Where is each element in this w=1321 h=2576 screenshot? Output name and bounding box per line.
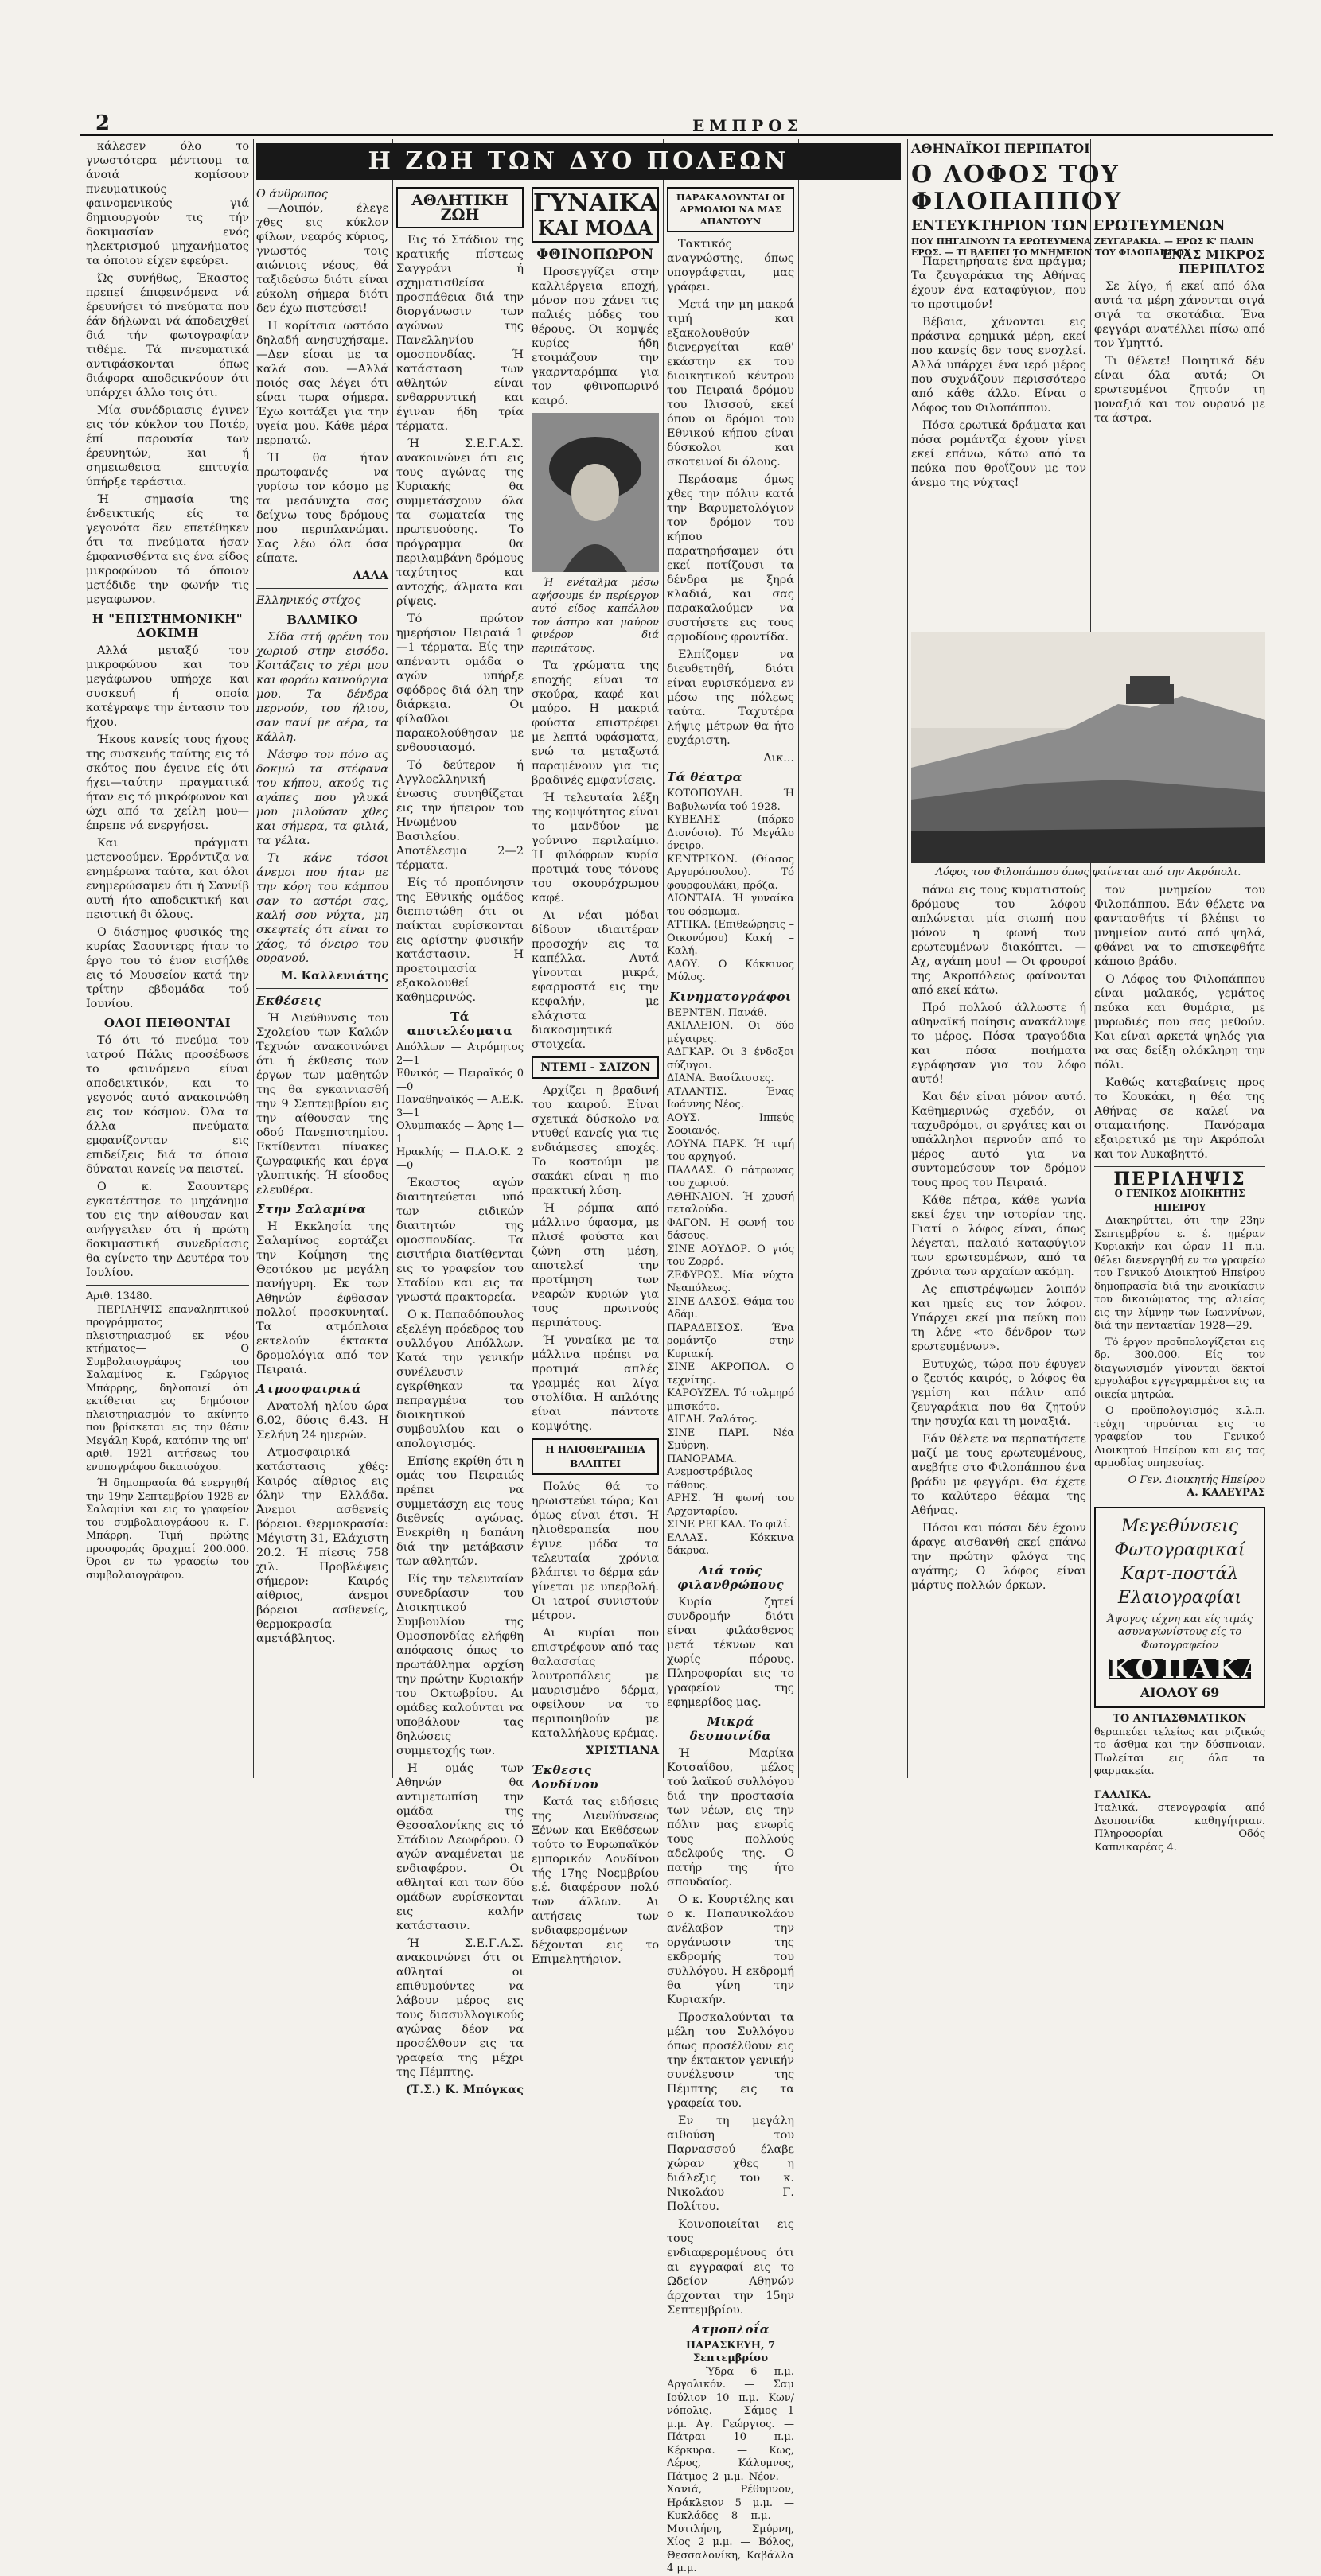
paragraph: Ή Μαρίκα Κοτσαΐδου, μέλος τού λαϊκού συλλόγου διά την προστασία των νέων, εις την πόλιν μας ενωρίς τους πολλούς αδελφούς της. Ο πατήρ της ήτο σπουδαίος.: [667, 1746, 794, 1889]
listing: ΠΑΡΑΔΕΙΣΟΣ. Ένα ρομάντζο στην Κυριακή.: [667, 1321, 794, 1360]
notice-number: Αριθ. 13480.: [86, 1290, 153, 1302]
divider: [256, 588, 388, 589]
paragraph: Εάν θέλετε να περπατήσετε μαζί με τους ερωτευμένους, ανεβήτε στο Φιλοπάππου ένα βράδυ με φεγγάρι. Θα έχετε το καλύτερο θέαμα της Αθήνας.: [911, 1433, 1086, 1517]
notice-signer-title: Ο Γεν. Διοικητής Ηπείρου: [1128, 1473, 1265, 1486]
listing: ΣΙΝΕ ΠΑΡΙ. Νέα Σμύρνη.: [667, 1426, 794, 1452]
listing: ΛΙΟΝΤΑΙΑ. Ή γυναίκα του φόρμωμα.: [667, 893, 794, 918]
ad-brand: ΚΟΠΑΚΑΚΗ: [1109, 1653, 1321, 1685]
legal-notice: ΠΕΡΙΛΗΨΙΣ επαναληπτικού προγράμματος πλειστηριασμού εκ νέου κτήματος— Ο Συμβολαιογράφος του Σαλαμίνος κ. Γεώργιος Μπάρρης, δηλοποιεί ότι εκτίθεται εις δημόσιον πλειστηριασμόν το ακίνητο που βρίσκεται εις την θέσιν Μεγάλη Κυρά, κατόπιν της υπ' αριθ. 1921 αιτήσεως του ενυπογράφου δικαιούχου.: [86, 1303, 249, 1473]
divider: [1094, 1166, 1265, 1167]
paragraph: Έκαστος αγών διαιτητεύεται υπό των ειδικών διαιτητών της ομοσπονδίας. Τα εισιτήρια διατίθενται εις το γραφείον του Σταδίου και εις τα γνωστά πρακτορεία.: [396, 1177, 524, 1304]
column-rule: [663, 139, 664, 1778]
signature: ΧΡΙΣΤΙΑΝΑ: [586, 1744, 659, 1757]
ad-text: θεραπεύει τελείως και ριζικώς το άσθμα και την δύσπνοιαν. Πωλείται εις όλα τα φαρμακεία.: [1094, 1726, 1265, 1777]
paper-name: ΕΜΠΡΟΣ: [692, 116, 803, 135]
paragraph: Προσεγγίζει στην καλλιέργεια εποχή, μόνον που χάνει τις παλιές μόδες του θέρους. Οι κομψές κυρίες ήδη ετοιμάζουν την γκαρνταρόμπα για τον φθινοπωρινό καιρό.: [532, 266, 659, 407]
column-notices: [667, 187, 794, 2574]
listing: ΛΟΥΝΑ ΠΑΡΚ. Ή τιμή του αρχηγού.: [667, 1138, 794, 1163]
legal-notice: Ή δημοπρασία θά ενεργηθή την 19ην Σεπτεμβρίου 1928 εν Σαλαμίνι και εις το γραφείον του συμβολαιογράφου κ. Γ. Μπάρρη. Τιμή πρώτης προσφοράς δραχμαί 200.000. Όροι εν τω γραφείω του συμβολαιογράφου.: [86, 1477, 249, 1582]
column-right-lower: [1094, 883, 1321, 1854]
section-heading: Ατμοσφαιρικά: [256, 1382, 362, 1396]
section-heading: Ατμοπλοΐα: [692, 2321, 770, 2337]
paragraph: Τα χρώματα της εποχής είναι τα σκούρα, καφέ και μαύρο. Η μακριά φούστα επιστρέφει με λεπτά υφάσματα, ενώ τα μεταξωτά παραμένουν για τις βραδινές εμφανίσεις.: [532, 660, 659, 787]
section-heading: Η "ΕΠΙΣΤΗΜΟΝΙΚΗ" ΔΟΚΙΜΗ: [92, 612, 244, 640]
masthead: [80, 110, 1273, 136]
paragraph: Η Εκκλησία της Σαλαμίνος εορτάζει την Κοίμηση της Θεοτόκου με μεγάλη πανήγυρη. Εκ των Αθηνών έφθασαν πολλοί προσκυνηταί. Τα ατμόπλοια εκτελούν έκτακτα δρομολόγια από τον Πειραιά.: [256, 1220, 388, 1376]
article-deck: ΠΟΥ ΠΗΓΑΙΝΟΥΝ ΤΑ ΕΡΩΤΕΥΜΕΝΑ ΖΕΥΓΑΡΑΚΙΑ. — ΕΡΩΣ Κ' ΠΑΛΙΝ ΕΡΩΣ. — ΤΙ ΒΛΕΠΕΙ ΤΟ ΜΝΗΜΕΙΟΝ ΤΟΥ ΦΙΛΟΠΑΠΠΟΥ: [911, 236, 1254, 258]
fashion-title-2: ΚΑΙ ΜΟΔΑ: [538, 216, 653, 239]
paragraph: Εν τη μεγάλη αιθούση του Παρνασσού έλαβε χώραν χθες η διάλεξις του κ. Νικολάου Γ. Πολίτου.: [667, 2114, 794, 2213]
photo-studio-ad: [1094, 1507, 1321, 1709]
paragraph: Ο διάσημος φυσικός της κυρίας Σαουντερς ήταν το έργο του τό ένον εισήλθε εις τό Μουσείον κατά την τρίτην εβδομάδα τού Ιουνίου.: [86, 926, 249, 1010]
ship-date: ΠΑΡΑΣΚΕΥΗ, 7 Σεπτεμβρίου: [685, 2339, 776, 2364]
listing: ΖΕΦΥΡΟΣ. Μία νύχτα Νεαπόλεως.: [667, 1269, 794, 1294]
listing: ΠΑΛΛΑΣ. Ο πάτρωνας του χωριού.: [667, 1164, 794, 1189]
column-philopappou-a: [911, 255, 1086, 628]
paragraph: Πρό πολλού άλλωστε ή αθηναϊκή ποίησις ανακάλυψε το μέρος. Πόσα τραγούδια και πόσα ποιήματα εγράφησαν για τον λόφο αυτό!: [911, 1002, 1086, 1086]
fashion-photo: [532, 413, 659, 572]
result-line: Απόλλων — Ατρόμητος 2—1: [396, 1041, 524, 1067]
listing: ΚΥΒΕΛΗΣ (πάρκο Διονύσιο). Τό Μεγάλο όνειρο.: [667, 814, 794, 852]
section-heading: Τά θέατρα: [667, 770, 742, 784]
paragraph: Η ομάς των Αθηνών θα αντιμετωπίση την ομάδα της Θεσσαλονίκης εις τό Στάδιον Λεωφόρου. Ο αγών αναμένεται με ενδιαφέρον. Οι αθληταί και των δύο ομάδων ευρίσκονται εις καλήν κατάστασιν.: [396, 1762, 524, 1932]
paragraph: Αλλά μεταξύ του μικροφώνου και του μεγάφωνου υπήρχε και συσκευή ή οποία κατέγραψε την έντασιν του ήχου.: [86, 644, 249, 729]
paragraph: Ευτυχώς, τώρα που έφυγεν ο ζεστός καιρός, ο λόφος θα γεμίση και πάλιν από ζευγαράκια που θα ζητούν την ησυχία και τη μοναξιά.: [911, 1358, 1086, 1428]
paragraph: Μία συνέδριασις έγινεν εις τόν κύκλον του Ποτέρ, έπί παρουσία των έρευνητών, και ή σημειωθεισα επιτυχία ύπήρξε τεράστια.: [86, 404, 249, 488]
article-kicker: ΑΘΗΝΑΪΚΟΙ ΠΕΡΙΠΑΤΟΙ: [911, 142, 1265, 158]
paragraph: Ανατολή ηλίου ώρα 6.02, δύσις 6.43. Η Σελήνη 24 ημερών.: [256, 1400, 388, 1442]
section-heading: Κινηματογράφοι: [669, 989, 792, 1004]
paragraph: Εις τό Στάδιον της κρατικής πίστεως Σαγγράνι ή σχηματισθείσα προσπάθεια διά την διοργάνωσιν των αγώνων της Πανελληνίου ομοσπονδίας. Ή κατάσταση των αθλητών είναι ενθαρρυντική και έγιναν ήδη τρία τέρματα.: [396, 234, 524, 433]
listing: ΑΘΗΝΑΙΟΝ. Ή χρυσή πεταλούδα.: [667, 1190, 794, 1216]
paragraph: Αι νέαι μόδαι δίδουν ιδιαιτέραν προσοχήν εις τα καπέλλα. Αυτά γίνονται μικρά, εφαρμοστά εις την κεφαλήν, με ελάχιστα διακοσμητικά στοιχεία.: [532, 909, 659, 1051]
paragraph: Τό έργον προϋπολογίζεται εις δρ. 300.000. Είς τον διαγωνισμόν γίνονται δεκτοί εργολάβοι εγγεγραμμένοι εις τα οικεία μητρώα.: [1094, 1336, 1265, 1401]
paragraph: πάνω εις τους κυματιστούς δρόμους του λόφου απλώνεται μία σιωπή που μόνον η φωνή των ερωτευμένων διακόπτει. — Αχ, αγάπη μου! — Οι φρουροί της Ακροπόλεως φαίνονται από εκεί κάτω.: [911, 884, 1086, 997]
section-banner: Η ΖΩΗ ΤΩΝ ΔΥΟ ΠΟΛΕΩΝ: [256, 143, 901, 180]
paragraph: Αρχίζει η βραδινή του καιρού. Είναι σχετικά δύσκολο να ντυθεί κανείς για τις ενδιάμεσες εποχές. Το κοστούμι με σακάκι είναι η πιο πρακτική λύση.: [532, 1084, 659, 1197]
listing: ΑΟΥΣ. Ιππεύς Σοφιανός.: [667, 1111, 794, 1137]
listing: ΔΙΑΝΑ. Βασίλισσες.: [667, 1072, 774, 1084]
column-woman-fashion: [532, 187, 659, 1966]
paragraph: Καθώς κατεβαίνεις προς το Κουκάκι, η θέα της Αθήνας σε καλεί να σταματήσης. Πανόραμα εξαιρετικό με την Ακρόπολι και τον Λυκαβηττό.: [1094, 1076, 1265, 1161]
ad-text: Ιταλικά, στενογραφία από Δεσποινίδα καθηγήτριαν. Πληροφορίαι Οδός Καπνικαρέας 4.: [1094, 1802, 1265, 1854]
poem-stanza: Τι κάνε τόσοι άνεμοι που ήταν με την κόρη του κάμπου σαν το αστέρι σας, καλή σου νύχτα, μη σκεφτείς ότι είναι το χάος, τό όνειρο του ουρανού.: [256, 852, 388, 965]
paragraph: Πολύς θά το ηρωιστεύει τώρα; Και όμως είναι έτσι. Ή ηλιοθεραπεία που έγινε μόδα τα τελευταία χρόνια βλάπτει το δέρμα εάν γίνεται με υπερβολή. Οι ιατροί συνιστούν μέτρον.: [532, 1481, 659, 1622]
notice-box: ΠΑΡΑΚΑΛΟΥΝΤΑΙ ΟΙ ΑΡΜΟΔΙΟΙ ΝΑ ΜΑΣ ΑΠΑΝΤΟΥΝ: [667, 187, 794, 232]
column-rule: [392, 139, 393, 1778]
column-philopappou-b: [1094, 243, 1265, 628]
notice-subtitle: Ο ΓΕΝΙΚΟΣ ΔΙΟΙΚΗΤΗΣ ΗΠΕΙΡΟΥ: [1114, 1188, 1245, 1213]
listing: ΑΤΛΑΝΤΙΣ. Ένας Ιωάννης Νέος.: [667, 1085, 794, 1111]
listing: ΒΕΡΝΤΕΝ. Πανάθ.: [667, 1006, 767, 1019]
ad-line: Μεγεθύνσεις: [1120, 1516, 1239, 1536]
paragraph: Ο Λόφος του Φιλοπάππου είναι μαλακός, γεμάτος πεύκα και θυμάρια, με μυρωδιές που σας μεθούν. Και είναι αρκετά ψηλός για να σας δείξη ολόκληρη την πόλι.: [1094, 973, 1265, 1072]
poem-author: Μ. Καλλενιάτης: [280, 969, 388, 983]
paragraph: Ατμοσφαιρικά κατάστασις χθές: Καιρός αίθριος εις όλην την Ελλάδα. Άνεμοι ασθενείς βόρειοι. Θερμοκρασία: Μέγιστη 31, Ελάχιστη 20.2. Ή πίεσις 758 χιλ. Προβλέψεις σήμερον: Καιρός αίθριος, άνεμοι βόρειοι ασθενείς, θερμοκρασία αμετάβλητος.: [256, 1446, 388, 1645]
results-heading: Τά αποτελέσματα: [407, 1010, 513, 1038]
paragraph: Ώς συνήθως, Έκαστος πρεπεί έπιφεινόμενα νά έρευνήσει τό πνεύματα που έάν δήλωναι νά άποδειχθεί διά τήν φωτογραφίαν τιθέμε. Τά πνευματικά αντιφάσκονται όπως διάφορα αποδεικνύουν ότι υπάρχει άλλο τοις ότι.: [86, 272, 249, 399]
ad-text: Άψογος τέχνη και είς τιμάς ασυναγωνίστους είς το Φωτογραφείον: [1106, 1613, 1253, 1652]
paragraph: Ή γυναίκα με τα μάλλινα πρέπει να προτιμά απλές γραμμές και λίγα στολίδια. Η απλότης είναι πάντοτε κομψότης.: [532, 1334, 659, 1433]
paragraph: Ο κ. Σαουντερς εγκατέστησε το μηχάνημα του εις την αίθουσαν και ανήγγειλεν ότι ή πρώτη δοκιμαστική συνεδρίασις θα εγίνετο την Δευτέρα του Ιουλίου.: [86, 1181, 249, 1279]
paragraph: Ή Σ.Ε.Γ.Α.Σ. ανακοινώνει ότι εις τους αγώνας της Κυριακής θα συμμετάσχουν όλα τα σωματεία της πρωτευούσης. Το πρόγραμμα θα περιλαμβάνη δρόμους ταχύτητος και αντοχής, άλματα και ρίψεις.: [396, 438, 524, 608]
philopappou-header: [911, 141, 1265, 258]
listing: ΣΙΝΕ ΡΕΓΚΑΛ. Το φιλί.: [667, 1519, 791, 1531]
hill-photo: [911, 632, 1265, 878]
section-heading: Η ΗΛΙΟΘΕΡΑΠΕΙΑ ΒΛΑΠΤΕΙ: [532, 1438, 659, 1475]
paragraph: Η κορίτσια ωστόσο δηλαδή ανησυχήσαμε. —Δεν είσαι με τα καλά σου. —Αλλά ποιός σας λέγει ότι είναι τωρα σήμερα. Έχω κοιτάξει για την υγεία μου. Κάθε μέρα περπατώ.: [256, 320, 388, 447]
poem-title: ΒΑΛΜΙΚΟ: [286, 613, 358, 627]
acropolis-landscape-illustration: [911, 632, 1265, 863]
section-heading: ΕΝΑΣ ΜΙΚΡΟΣ ΠΕΡΙΠΑΤΟΣ: [1162, 247, 1265, 276]
listing: ΣΙΝΕ ΑΚΡΟΠΟΛ. Ο τεχνίτης.: [667, 1361, 794, 1387]
listing: ΑΧΙΛΛΕΙΟΝ. Οι δύο μέγαιρες.: [667, 1020, 794, 1045]
fashion-title-box: [532, 187, 659, 243]
column-philopappou-c: [911, 883, 1086, 1778]
paragraph: κάλεσεν όλο το γνωστότερα μέντιουμ τα άνοιά κομίσουν πνευματικούς φαινομενικούς γιά δημιουργούν τις τήν δοκιμασίαν ενός ηλεκτρισμού μηχανήματος τα όποιον είχεν εφεύρει.: [86, 140, 249, 267]
paragraph: Κατά τας ειδήσεις της Διευθύνσεως Ξένων και Εκθέσεων τούτο το Ευρωπαϊκόν εμπορικόν Λονδίνου τής 17ης Νοεμβρίου ε.έ. διαφέρουν πολύ των άλλων. Αι αιτήσεις των ενδιαφερομένων δέχονται εις το Επιμελητήριον.: [532, 1796, 659, 1966]
paragraph: Ήκουε κανείς τους ήχους της συσκευής ταύτης εις τό σκότος που έγεινε είς ότι ήχει—ταύτην πραγματικά ήταν εις τό μικρόφωνον και ώχι από τα χείλη μου—έπρεπε νά ενεργήσει.: [86, 733, 249, 832]
paragraph: Είς τό προπόνησιν της Εθνικής ομάδος διεπιστώθη ότι οι παίκται ευρίσκονται εις αρίστην φυσικήν κατάστασιν. Η προετοιμασία εξακολουθεί καθημερινώς.: [396, 877, 524, 1004]
photo-caption: Ή ενέταλμα μέσω αφήσουμε έν περίεργον αυτό είδος καπέλλου τον άσπρο και μαύρον φινέρον διά περιπάτους.: [532, 577, 659, 655]
listing: ΑΤΤΙΚΑ. (Επιθεώρησις – Οικονόμου) Κακή – Καλή.: [667, 919, 794, 957]
paragraph: Ή σημασία της ένδεικτικής είς τα γεγονότα δεν επετέθηκεν ότι τα πνεύματα ήσαν έμφανισθέντα εις ένα είδος μικροφώνου τό όποιον μετέδιδε την φωνήν τις μεγαφωνον.: [86, 493, 249, 606]
ship-schedule: — Ύδρα 6 π.μ. Αργολικόν. — Σαμ Ιούλιον 10 π.μ. Κων/νόπολις. — Σάμος 1 μ.μ. Αγ. Γεώργιος. — Πάτραι 10 π.μ. Κέρκυρα. — Κως, Λέρος, Κάλυμνος, Πάτμος 2 μ.μ. Νέον. — Χανιά, Ρέθυμνον, Ηράκλειον 5 μ.μ. — Κυκλάδες 8 π.μ. — Μυτιλήνη, Σμύρνη, Χίος 2 μ.μ. — Βόλος, Θεσσαλονίκη, Καβάλλα 4 μ.μ.: [667, 2365, 794, 2574]
signature: (Τ.Σ.) Κ. Μπόγκας: [405, 2083, 524, 2096]
paragraph: Περάσαμε όμως χθες την πόλιν κατά την Βαρυμετολόγιον τον δρόμον του κήπου παρατηρήσαμεν ότι εκεί ποτίζουσι τα δένδρα με ξηρά κλαδιά, και σας παρακαλούμεν να συστήσετε εις τους αρμοδίους φροντίδα.: [667, 473, 794, 644]
paragraph: Τακτικός αναγνώστης, όπως υπογράφεται, μας γράφει.: [667, 238, 794, 294]
listing: ΚΟΤΟΠΟΥΛΗ. Ή Βαβυλωνία τού 1928.: [667, 788, 794, 813]
paragraph: Και πράγματι μετενοούμεν. Έρρόντιζα να ενημέρωνα ταύτα, και όλοι ενημερώσαμεν ότι ή Σαννίβ αυτή ήτο αποδεικτική και πειστική δι όλους.: [86, 837, 249, 921]
paragraph: Κοινοποιείται εις τους ενδιαφερομένους ότι αι εγγραφαί εις το Ωδείον Αθηνών άρχονται την 15ην Σεπτεμβρίου.: [667, 2217, 794, 2317]
paragraph: Κάθε πέτρα, κάθε γωνία εκεί έχει την ιστορίαν της. Γιατί ο λόφος είναι, όπως λέγεται, παλαιό καταφύγιον των ερωτευμένων, από τα χρόνια των αρχαίων ακόμη.: [911, 1194, 1086, 1278]
paragraph: —Λοιπόν, έλεγε χθες εις κύκλον φίλων, νεαρός κύριος, γνωστός τοις αιώνιοις νέους, θά ταξιδεύσω διότι είναι εύκολη σήμερα διότι δεν έχω πιστεύσει!: [256, 202, 388, 315]
ad-title: ΤΟ ΑΝΤΙΑΣΘΜΑΤΙΚΟΝ: [1113, 1713, 1247, 1725]
listing: ΣΙΝΕ ΑΟΥΔΟΡ. Ο γιός του Ζορρό.: [667, 1243, 794, 1268]
poem-stanza: Σίδα στή φρένη του χωριού στην εισόδο. Κοιτάζεις το χέρι μου και φοράω καινούργια μου. Τα δένδρα περνούν, του ήλιου, σαν πανί με αέρα, τα κάλλη.: [256, 631, 388, 744]
listing: ΕΛΛΑΣ. Κόκκινα δάκρυα.: [667, 1531, 794, 1557]
divider: [86, 1285, 249, 1286]
paragraph: Και δέν είναι μόνον αυτό. Καθημερινώς σχεδόν, οι ταχυδρόμοι, οι εργάτες και οι υπάλληλοι περνούν από το μέρος αυτό για να συντομεύσουν τον δρόμον τους προς τον Πειραιά.: [911, 1091, 1086, 1189]
ad-line: Καρτ-ποστάλ: [1120, 1563, 1239, 1584]
page-number: 2: [95, 111, 111, 135]
article-subtitle: ΕΝΤΕΥΚΤΗΡΙΟΝ ΤΩΝ ΕΡΩΤΕΥΜΕΝΩΝ: [911, 217, 1226, 234]
paragraph: Ή τελευταία λέξη της κομψότητος είναι το μανδύον με γούνινο περιλαίμιο. Ή φιλόφρων κυρία προτιμά τους τόνους του σκουρόχρωμου καφέ.: [532, 792, 659, 905]
notice-title: ΠΕΡΙΛΗΨΙΣ: [1113, 1169, 1246, 1189]
poem-stanza: Νάσφο τον πόνο ας δοκμώ τα στέφανα του κήπου, ακούς τις αγάπες που γλυκά μου μιλούσαν χθες και σήμερα, τα φιλιά, τα γέλια.: [256, 749, 388, 847]
ad-title: ΓΑΛΛΙΚΑ.: [1094, 1788, 1151, 1801]
listing: ΠΑΝΟΡΑΜΑ. Ανεμοστρόβιλος πάθους.: [667, 1453, 753, 1492]
notice-signer-name: Α. ΚΑΛΕΥΡΑΣ: [1187, 1487, 1265, 1499]
section-heading: Στην Σαλαμίνα: [256, 1202, 367, 1216]
column-rule: [907, 139, 908, 1778]
paragraph: Τι θέλετε! Ποιητικά δέν είναι όλα αυτά; Οι ερωτευμένοι ζητούν τη μοναξιά και τον ουρανό με τα άστρα.: [1094, 355, 1265, 425]
listing: ΚΑΡΟΥΖΕΛ. Τό τολμηρό μπισκότο.: [667, 1387, 794, 1413]
fashion-subtitle: ΦΘΙΝΟΠΩΡΟΝ: [536, 247, 654, 263]
column-city-life: [256, 187, 388, 1778]
paragraph: Τό πρώτον ημερήσιον Πειραιά 1—1 τέρματα. Είς την απέναντι ομάδα ο αγών υπήρξε σφόδρος διά όλη την διάρκεια. Οι φίλαθλοι παρακολούθησαν με ενθουσιασμό.: [396, 613, 524, 754]
paragraph: Αι κυρίαι που επιστρέφουν από τας θαλασσίας λουτροπόλεις με μαυρισμένο δέρμα, οφείλουν να το περιποιηθούν με καταλλήλους κρέμας.: [532, 1627, 659, 1740]
paragraph: Ο προϋπολογισμός κ.λ.π. τεύχη τηρούνται εις το γραφείον του Γενικού Διοικητού Ηπείρου και εις τας αρμοδίας υπηρεσίας.: [1094, 1405, 1265, 1469]
paragraph: Είς την τελευταίαν συνεδρίασιν του Διοικητικού Συμβουλίου της Ομοσπονδίας ελήφθη απόφασις όπως το πρωτάθλημα αρχίση την πρώτην Κυριακήν του Οκτωβρίου. Αι ομάδες καλούνται να υποβάλουν τας δηλώσεις συμμετοχής των.: [396, 1573, 524, 1757]
column-rule: [798, 139, 799, 1778]
divider: [256, 988, 388, 989]
section-heading: Έκθεσις Λονδίνου: [532, 1763, 599, 1792]
paragraph: Τό δεύτερον ή Αγγλοελληνική ένωσις συνηθίζεται εις την ήπειρον του Ηνωμένου Βασιλείου. Αποτέλεσμα 2—2 τέρματα.: [396, 759, 524, 872]
listing: ΦΑΓΟΝ. Η φωνή του δάσους.: [667, 1216, 794, 1242]
fashion-title: ΓΥΝΑΙΚΑ: [533, 189, 658, 217]
result-line: Ηρακλής — Π.Α.Ο.Κ. 2—0: [396, 1146, 524, 1172]
paragraph: Επίσης εκρίθη ότι η ομάς του Πειραιώς πρέπει να συμμετάσχη εις τους διεθνείς αγώνας. Ενεκρίθη η δαπάνη διά την μετάβασιν των αθλητών.: [396, 1455, 524, 1568]
listing: ΚΕΝΤΡΙΚΟΝ. (Θίασος Αργυρόπουλου). Τό φουρφουλάκι, πρόζα.: [667, 853, 794, 892]
section-heading: Μικρά δεσποινίδα: [689, 1714, 772, 1743]
paragraph: Διακηρύττει, ότι την 23ην Σεπτεμβρίου ε. έ. ημέραν Κυριακήν και ώραν 11 π.μ. θέλει διενεργηθή εν τω γραφείω του Γενικού Διοικητού Ηπείρου δημοπρασία διά την ενοικίασιν του δικαιώματος της αλιείας εις την λίμνην των Ιωαννίνων, διά την πενταετίαν 1928—29.: [1094, 1215, 1265, 1332]
column-sports: [396, 187, 524, 2096]
paragraph: Ή ρόμπα από μάλλινο ύφασμα, με πλισέ φούστα και ζώνη στη μέση, αποτελεί την προτίμηση των νεαρών κυριών για τους πρωινούς περιπάτους.: [532, 1202, 659, 1329]
listing: ΑΔΓΚΑΡ. Οι 3 ένδοξοι σύζυγοι.: [667, 1046, 794, 1072]
result-line: Παναθηναϊκός — Α.Ε.Κ. 3—1: [396, 1094, 524, 1119]
photo-caption: Λόφος του Φιλοπάππου όπως φαίνεται από την Ακρόπολι.: [935, 866, 1241, 878]
listing: ΣΙΝΕ ΔΑΣΟΣ. Θάμα του Αδάμ.: [667, 1295, 794, 1321]
sports-title: ΑΘΛΗΤΙΚΗ ΖΩΗ: [396, 187, 524, 228]
poem-source: Ελληνικός στίχος: [256, 594, 361, 607]
column-rule: [1090, 139, 1091, 1778]
result-line: Εθνικός — Πειραϊκός 0—0: [396, 1068, 524, 1093]
signature: Δικ...: [763, 752, 794, 765]
paragraph: Ελπίζομεν να διευθετηθή, διότι είναι ευρισκόμενα εν μέσω της πόλεως ταύτα. Ταχυτέρα λήψις μέτρων θα ήτο ευχάριστη.: [667, 648, 794, 747]
paragraph: τον μνημείον του Φιλοπάππου. Εάν θέλετε να φαντασθήτε τί βλέπει το μνημείον αυτό από ψηλά, φθάνει να το επισκεφθήτε κάποιο βράδυ.: [1094, 884, 1265, 968]
listing: ΛΑΟΥ. Ο Κόκκινος Μύλος.: [667, 958, 794, 983]
paragraph: Ας επιστρέψωμεν λοιπόν και ημείς εις τον λόφον. Υπάρχει εκεί μια πεύκη που τη λένε «το δένδρον των ερωτευμένων».: [911, 1283, 1086, 1353]
paragraph: Βέβαια, χάνονται εις πράσινα ερημικά μέρη, εκεί που κανείς δεν τους ενοχλεί. Αλλά υπάρχει ένα ιερό μέρος που συχνάζουν περισσότερο από κάθε άλλο. Είναι ο Λόφος του Φιλοπάππου.: [911, 316, 1086, 414]
article-title: Ο ΛΟΦΟΣ ΤΟΥ ΦΙΛΟΠΑΠΠΟΥ: [911, 161, 1123, 216]
column-rule: [253, 139, 254, 1778]
listing: ΑΡΗΣ. Ή φωνή του Αρχονταρίου.: [667, 1492, 794, 1518]
column-science: [86, 139, 249, 1778]
listing: ΑΙΓΛΗ. Ζαλάτος.: [667, 1414, 758, 1426]
paragraph: Σε λίγο, ή εκεί από όλα αυτά τα μέρη χάνονται σιγά σιγά τα σκοτάδια. Ένα φεγγάρι ανατέλλει πίσω από τον Υμηττό.: [1094, 280, 1265, 350]
paragraph: Ή Διεύθυνσις του Σχολείου των Καλών Τεχνών ανακοινώνει ότι ή έκθεσις των έργων των μαθητών της θα εγκαινιασθή την 9 Σεπτεμβρίου εις την αίθουσαν της οδού Πανεπιστημίου. Εκτίθενται πίνακες ζωγραφικής και έργα γλυπτικής. Ή είσοδος ελευθέρα.: [256, 1012, 388, 1197]
section-heading: Διά τούς φιλανθρώπους: [676, 1562, 785, 1592]
paragraph: Ή Σ.Ε.Γ.Α.Σ. ανακοινώνει ότι οι αθληταί οι επιθυμούντες να λάβουν μέρος εις τους διασυλλογικούς αγώνας δέον να προσέλθουν εις τα γραφεία της μέχρι της Πέμπτης.: [396, 1937, 524, 2079]
result-line: Ολυμπιακός — Άρης 1—1: [396, 1120, 524, 1146]
byline: Ο άνθρωπος: [256, 188, 328, 200]
paragraph: Τό ότι τό πνεύμα του ιατρού Πάλις προσέδωσε το φαινόμενο είναι αποδεικτικόν, και το γεγονός αυτό ανακοινώθη εις τον κόσμον. Όλα τα άλλα πνεύματα εμφανίζονταν εις επιδείξεις διά τα όποια δύναται κανείς να πειστεί.: [86, 1034, 249, 1176]
section-heading: ΟΛΟΙ ΠΕΙΘΟΝΤΑΙ: [103, 1016, 232, 1030]
ad-address: ΑΙΟΛΟΥ 69: [1140, 1685, 1220, 1700]
paragraph: Ή θα ήταν πρωτοφανές να γυρίσω τον κόσμο με τα μεσάνυχτα σας δείχνω τους δρόμους που περιπλανώμαι. Σας λέω όλα όσα είπατε.: [256, 452, 388, 565]
paragraph: Ο κ. Κουρτέλης και ο κ. Παπανικολάου ανέλαβον την οργάνωσιν της εκδρομής του συλλόγου. Η εκδρομή θα γίνη την Κυριακήν.: [667, 1893, 794, 2006]
paragraph: Μετά την μη μακρά τιμή και εξακολουθούν διενεργείται καθ' εκάστην εκ του διοικητικού κέντρου του Πειραιά δρόμου του Ιλισσού, εκεί όπου οι δρόμοι του Εθνικού κήπου είναι δύσκολοι και σκοτεινοί δι όλους.: [667, 298, 794, 469]
paragraph: Κυρία ζητεί συνδρομήν διότι είναι φιλάσθενος μετά τέκνων και χωρίς πόρους. Πληροφορίαι εις το γραφείον της εφημερίδος μας.: [667, 1595, 794, 1709]
paragraph: Πόσοι και πόσαι δέν έχουν άραγε αισθανθή εκεί επάνω την πρώτην φλόγα της αγάπης; Ο λόφος είναι μάρτυς πολλών όρκων.: [911, 1522, 1086, 1592]
ad-line: Φωτογραφικαί: [1114, 1539, 1245, 1560]
paragraph: Παρετηρήσατε ένα πράγμα; Τα ζευγαράκια της Αθήνας έχουν ένα καταφύγιον, που το προτιμούν!: [911, 255, 1086, 311]
section-heading: ΝΤΕΜΙ - ΣΑΙΖΟΝ: [532, 1056, 659, 1079]
paragraph: Προσκαλούνται τα μέλη του Συλλόγου όπως προσέλθουν εις την έκτακτον γενικήν συνέλευσιν της Πέμπτης εις τα γραφεία του.: [667, 2010, 794, 2110]
signature: ΛΑΛΑ: [353, 569, 388, 582]
section-heading: Εκθέσεις: [256, 994, 322, 1008]
paragraph: Πόσα ερωτικά δράματα και πόσα ρομάντζα έχουν γίνει εκεί επάνω, κάτω από τα πεύκα που θροΐζουν με τον άνεμο της νύχτας!: [911, 419, 1086, 489]
paragraph: Ο κ. Παπαδόπουλος εξελέγη πρόεδρος του συλλόγου Απόλλων. Κατά την γενικήν συνέλευσιν εγκρίθηκαν τα πεπραγμένα του διοικητικού συμβουλίου και ο απολογισμός.: [396, 1309, 524, 1450]
hat-portrait-illustration: [532, 413, 659, 572]
ad-line: Ελαιογραφίαι: [1117, 1587, 1242, 1608]
